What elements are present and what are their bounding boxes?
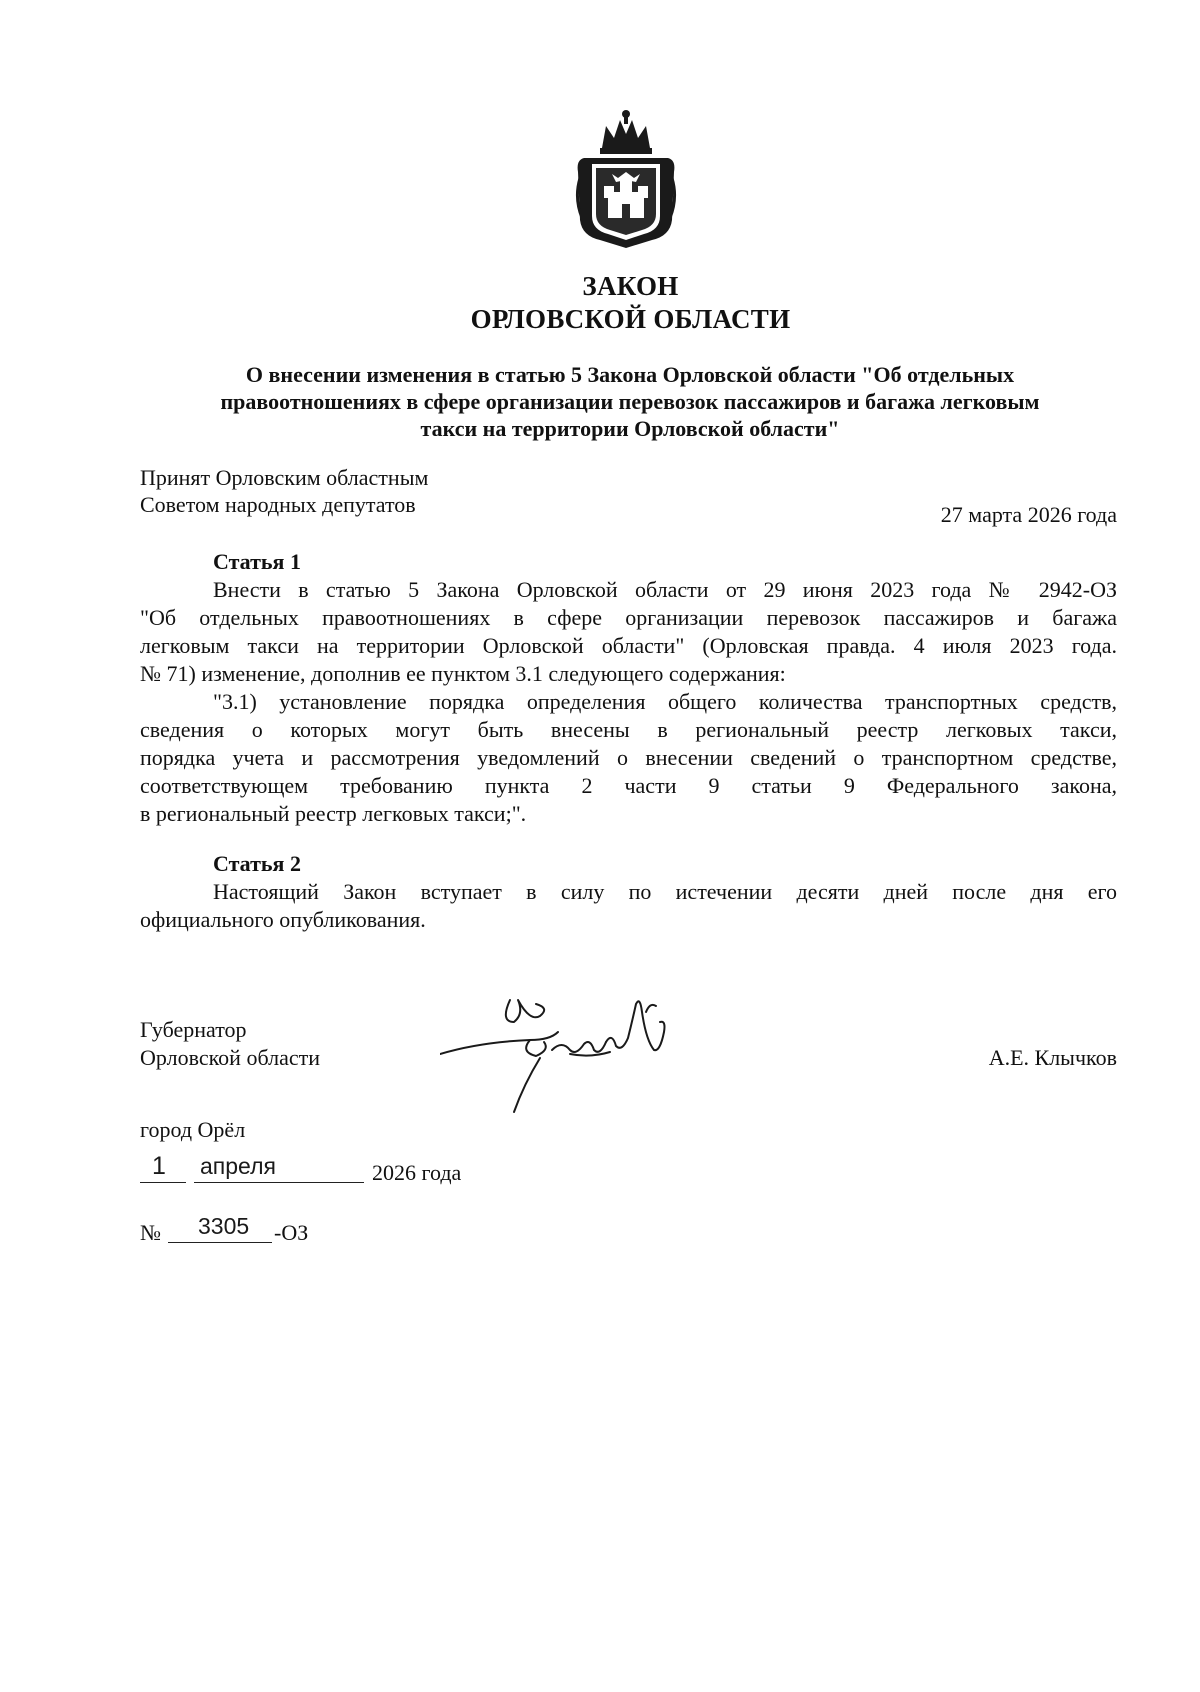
law-subject: [150, 361, 1110, 442]
adoption-date: 27 марта 2026 года: [940, 502, 1117, 527]
article-1-line: соответствующем требованию пункта 2 части 9 статьи 9 Федерального закона,: [140, 773, 1117, 798]
handwritten-signature: [440, 992, 680, 1122]
article-1-line: Внести в статью 5 Закона Орловской области от 29 июня 2023 года № 2942-ОЗ: [213, 577, 1117, 602]
coat-of-arms-emblem: [574, 108, 678, 250]
adoption-line: Советом народных депутатов: [140, 492, 416, 517]
adoption-line: Принят Орловским областным: [140, 465, 429, 490]
adoption-body: [140, 464, 428, 518]
subject-line: правоотношениях в сфере организации перевозок пассажиров и багажа легковым: [220, 389, 1040, 414]
article-1-line: "Об отдельных правоотношениях в сфере организации перевозок пассажиров и багажа: [140, 605, 1117, 630]
signatory-name: А.Е. Клычков: [988, 1045, 1117, 1070]
article-1-line: "3.1) установление порядка определения общего количества транспортных средств,: [213, 689, 1117, 714]
number-blank: [168, 1212, 272, 1243]
article-2-heading: Статья 2: [213, 851, 301, 876]
issuer-title: ОРЛОВСКОЙ ОБЛАСТИ: [470, 304, 791, 334]
month-blank: [194, 1152, 364, 1183]
article-1-heading: Статья 1: [213, 549, 301, 574]
crown-icon: [600, 110, 652, 154]
article-2-line: официального опубликования.: [140, 907, 426, 932]
article-1-line: порядка учета и рассмотрения уведомлений о внесении сведений о транспортном средстве,: [140, 745, 1117, 770]
city-of-signing: город Орёл: [140, 1117, 246, 1142]
signing-year: 2026 года: [372, 1160, 462, 1185]
signing-date-row: [140, 1152, 500, 1186]
number-suffix: -ОЗ: [274, 1220, 309, 1245]
day-blank: [140, 1152, 186, 1183]
article-1-line: в региональный реестр легковых такси;".: [140, 801, 527, 826]
handwritten-day: 1: [152, 1152, 166, 1180]
signatory-position: Губернатор: [140, 1017, 247, 1042]
signatory-region: Орловской области: [140, 1045, 320, 1070]
article-1-line: сведения о которых могут быть внесены в региональный реестр легковых такси,: [140, 717, 1117, 742]
article-1-line: легковым такси на территории Орловской области" (Орловская правда. 4 июля 2023 года.: [140, 633, 1117, 658]
handwritten-month: апреля: [200, 1153, 276, 1179]
article-1-line: № 71) изменение, дополнив ее пунктом 3.1 следующего содержания:: [140, 661, 786, 686]
handwritten-law-number: 3305: [198, 1213, 250, 1239]
law-number-row: [140, 1212, 340, 1246]
number-sign: №: [140, 1220, 161, 1245]
subject-line: О внесении изменения в статью 5 Закона Орловской области "Об отдельных: [245, 362, 1015, 387]
subject-line: такси на территории Орловской области": [420, 416, 840, 441]
article-2-line: Настоящий Закон вступает в силу по истечении десяти дней после дня его: [213, 879, 1117, 904]
document-type-title: ЗАКОН: [582, 271, 679, 301]
